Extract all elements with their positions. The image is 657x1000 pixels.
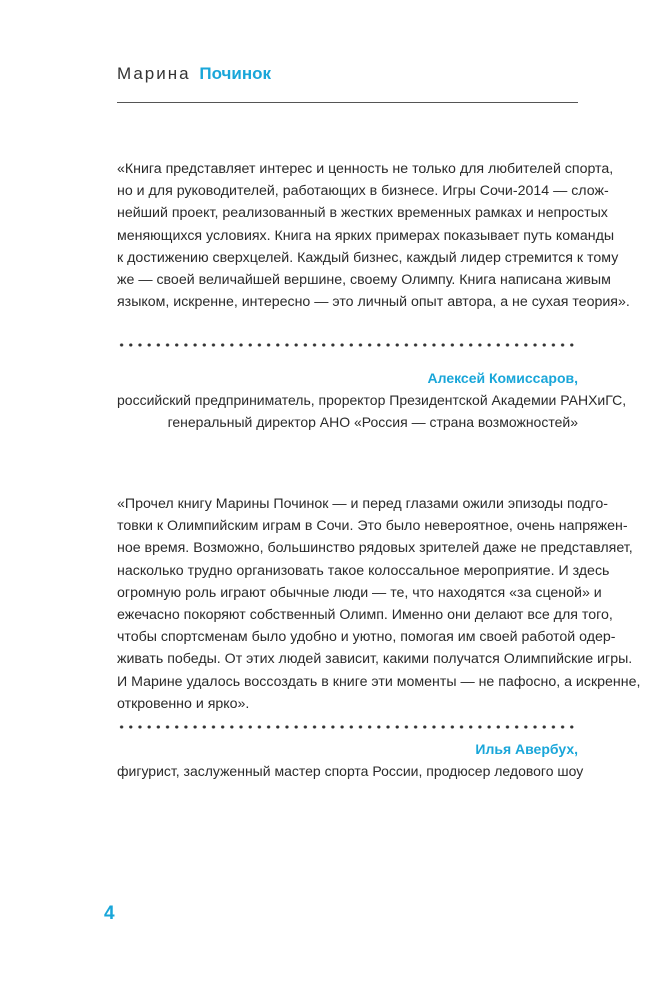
page-number: 4 bbox=[104, 903, 115, 924]
signature-1-title: российский предприниматель, проректор Президентской Академии РАНХиГС, bbox=[117, 392, 627, 408]
quote-1-line: меняющихся условиях. Книга на ярких примерах показывает путь команды bbox=[117, 227, 615, 244]
quote-1-line: нейший проект, реализованный в жестких временных рамках и непростых bbox=[117, 205, 608, 222]
running-header bbox=[117, 62, 271, 86]
signature-1 bbox=[117, 367, 627, 433]
quote-2-line: ежечасно покоряют собственный Олимп. Именно они делают все для того, bbox=[117, 607, 613, 624]
dotted-separator-1 bbox=[117, 343, 578, 347]
quote-2-line: И Марине удалось воссоздать в книге эти моменты — не пафосно, а искренне, bbox=[117, 673, 641, 690]
quote-1 bbox=[117, 158, 630, 313]
quote-2-line: откровенно и ярко». bbox=[117, 695, 250, 712]
dotted-separator-2 bbox=[117, 725, 578, 729]
header-rule bbox=[117, 102, 578, 103]
signature-2 bbox=[117, 738, 584, 782]
quote-2-line: живать победы. От этих людей зависит, какими получатся Олимпийские игры. bbox=[117, 651, 633, 668]
signature-2-name: Илья Авербух, bbox=[475, 741, 578, 757]
quote-1-line: «Книга представляет интерес и ценность не только для любителей спорта, bbox=[117, 161, 614, 177]
author-last-name: Починок bbox=[199, 64, 272, 83]
quote-1-line: но и для руководителей, работающих в бизнесе. Игры Сочи-2014 — слож- bbox=[117, 183, 609, 200]
quote-2-line: ное время. Возможно, большинство рядовых зрителей даже не представляет, bbox=[117, 540, 633, 557]
quote-2-line: чтобы спортсменам было удобно и уютно, помогая им своей работой одер- bbox=[117, 629, 616, 646]
signature-1-name: Алексей Комиссаров, bbox=[427, 370, 578, 386]
quote-2-line: товки к Олимпийским играм в Сочи. Это было невероятное, очень напряжен- bbox=[117, 518, 628, 535]
signature-1-title: генеральный директор АНО «Россия — страна возможностей» bbox=[167, 414, 578, 430]
quote-2-line: «Прочел книгу Марины Починок — и перед глазами ожили эпизоды подго- bbox=[117, 496, 609, 512]
signature-2-title: фигурист, заслуженный мастер спорта России, продюсер ледового шоу bbox=[117, 763, 584, 779]
quote-1-line: языком, искренне, интересно — это личный опыт автора, а не сухая теория». bbox=[117, 294, 630, 311]
quote-2 bbox=[117, 493, 641, 715]
author-first-name: Марина bbox=[117, 64, 191, 83]
quote-2-line: насколько трудно организовать такое колоссальное мероприятие. И здесь bbox=[117, 562, 610, 579]
quote-1-line: к достижению сверхцелей. Каждый бизнес, каждый лидер стремится к тому bbox=[117, 249, 619, 266]
quote-2-line: огромную роль играют обычные люди — те, что находятся «за сценой» и bbox=[117, 584, 602, 601]
quote-1-line: же — своей величайшей вершине, своему Олимпу. Книга написана живым bbox=[117, 272, 611, 289]
